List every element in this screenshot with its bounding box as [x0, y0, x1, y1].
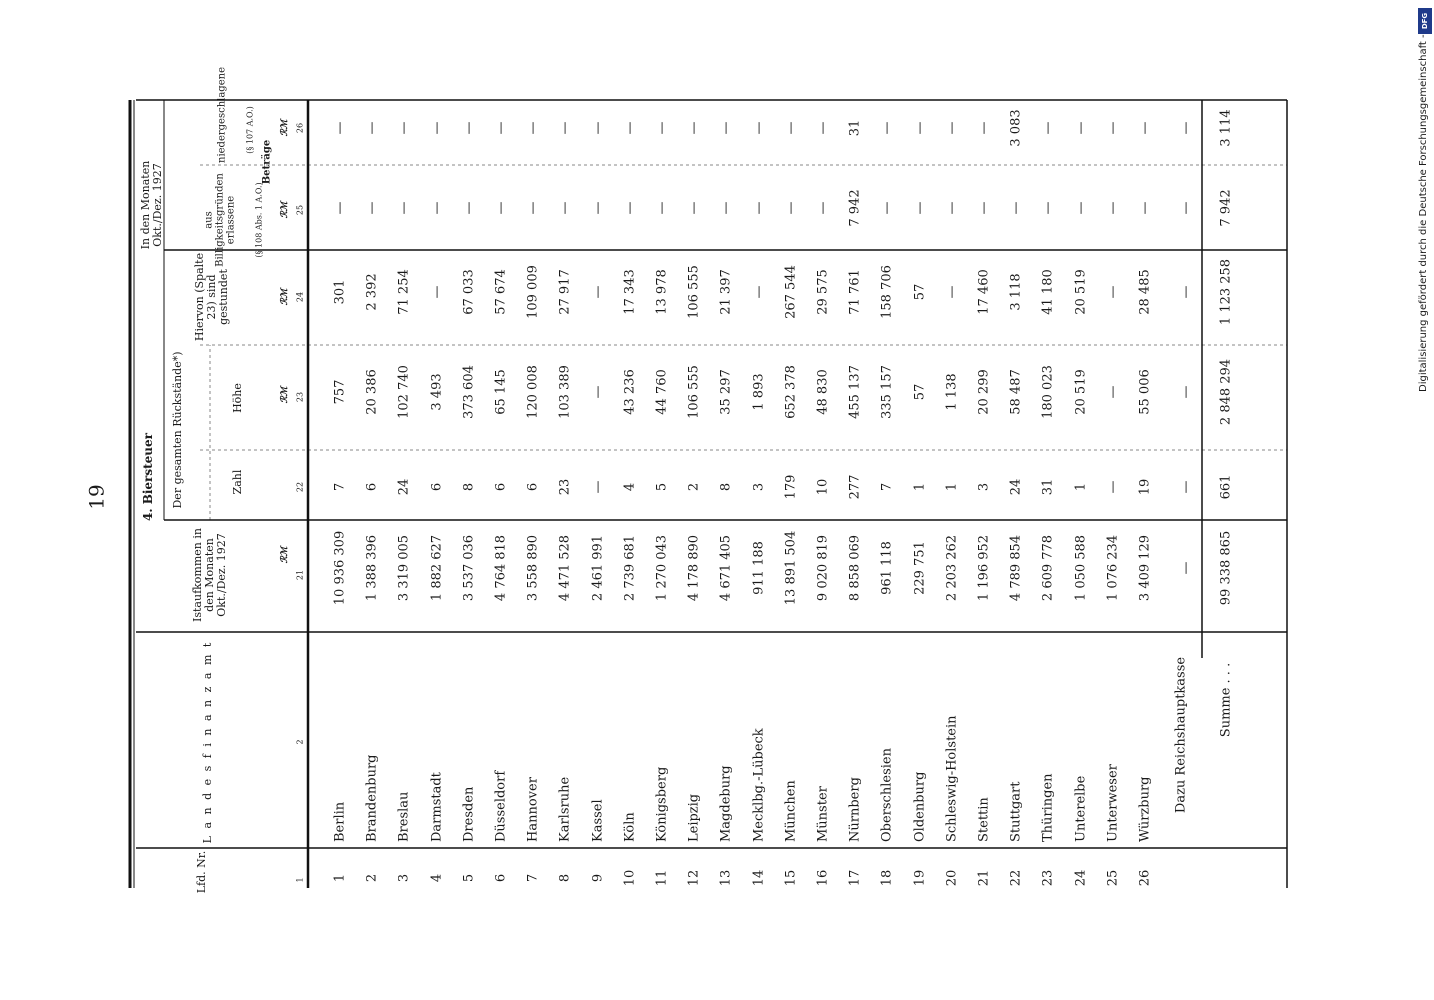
- row-niedergeschlagene: —: [751, 121, 767, 135]
- row-nr: 19: [912, 869, 928, 887]
- row-erlassene: —: [751, 201, 767, 215]
- row-gestundet: 106 555: [686, 265, 702, 319]
- row-niedergeschlagene: —: [718, 121, 734, 135]
- row-gestundet: 41 180: [1040, 269, 1056, 315]
- row-hoehe: 1 893: [751, 373, 767, 411]
- row-gestundet: —: [429, 285, 445, 299]
- row-zahl: 3: [976, 482, 992, 492]
- row-nr: 24: [1073, 869, 1089, 887]
- row-hoehe: 335 157: [879, 365, 895, 419]
- row-niedergeschlagene: —: [493, 121, 509, 135]
- row-gestundet: 17 460: [976, 269, 992, 315]
- row-name: Unterweser: [1105, 764, 1121, 842]
- row-gestundet: —: [590, 285, 606, 299]
- row-istaufkommen: 13 891 504: [783, 530, 799, 606]
- row-name: Brandenburg: [364, 754, 380, 842]
- row-name: Stettin: [976, 797, 992, 842]
- row-nr: 17: [847, 869, 863, 887]
- row-zahl: 4: [622, 482, 638, 492]
- header-niedergeschlagene-ref: (§ 107 A.O.): [245, 106, 255, 154]
- row-niedergeschlagene: —: [1040, 121, 1056, 135]
- summe-hoehe: 2 848 294: [1218, 358, 1234, 426]
- row-gestundet: 13 978: [654, 269, 670, 315]
- row-name: Breslau: [396, 791, 412, 842]
- dazu-hoehe: —: [1178, 385, 1194, 399]
- row-hoehe: 106 555: [686, 365, 702, 419]
- summe-label: Summe . . .: [1218, 662, 1234, 738]
- row-istaufkommen: 4 671 405: [718, 534, 734, 602]
- dazu-gestundet: —: [1178, 285, 1194, 299]
- row-niedergeschlagene: 31: [847, 119, 863, 137]
- row-name: Karlsruhe: [557, 776, 573, 842]
- row-istaufkommen: 2 461 991: [590, 534, 606, 602]
- row-nr: 15: [783, 869, 799, 887]
- row-nr: 12: [686, 869, 702, 887]
- row-niedergeschlagene: —: [1073, 121, 1089, 135]
- row-gestundet: 20 519: [1073, 269, 1089, 315]
- row-name: Köln: [622, 812, 638, 842]
- row-niedergeschlagene: —: [783, 121, 799, 135]
- header-hiervon: Hiervon (Spalte 23) sind gestundet: [193, 252, 230, 342]
- row-gestundet: 17 343: [622, 269, 638, 315]
- row-hoehe: 180 023: [1040, 365, 1056, 419]
- row-niedergeschlagene: —: [396, 121, 412, 135]
- row-zahl: 8: [718, 482, 734, 492]
- unit-ist: ℛℳ: [280, 546, 290, 564]
- summe-gestundet: 1 123 258: [1218, 258, 1234, 326]
- row-zahl: 19: [1137, 478, 1153, 496]
- row-erlassene: —: [622, 201, 638, 215]
- row-erlassene: —: [332, 201, 348, 215]
- row-erlassene: —: [1137, 201, 1153, 215]
- row-istaufkommen: 2 739 681: [622, 534, 638, 602]
- row-erlassene: —: [654, 201, 670, 215]
- row-gestundet: 71 761: [847, 269, 863, 315]
- dazu-erlassene: —: [1178, 201, 1194, 215]
- row-gestundet: 3 118: [1008, 273, 1024, 311]
- row-zahl: 1: [1073, 482, 1089, 492]
- row-gestundet: 21 397: [718, 269, 734, 315]
- row-name: Stuttgart: [1008, 781, 1024, 842]
- row-erlassene: —: [944, 201, 960, 215]
- colno-21: 21: [295, 569, 305, 581]
- row-nr: 21: [976, 869, 992, 887]
- row-hoehe: 58 487: [1008, 369, 1024, 415]
- row-erlassene: —: [1008, 201, 1024, 215]
- row-nr: 20: [944, 869, 960, 887]
- row-gestundet: 29 575: [815, 269, 831, 315]
- row-zahl: 24: [396, 478, 412, 496]
- row-name: Thüringen: [1040, 773, 1056, 842]
- row-hoehe: 455 137: [847, 365, 863, 419]
- row-erlassene: —: [718, 201, 734, 215]
- row-hoehe: 757: [332, 379, 348, 405]
- row-hoehe: 43 236: [622, 369, 638, 415]
- row-zahl: 31: [1040, 478, 1056, 496]
- row-niedergeschlagene: —: [364, 121, 380, 135]
- row-nr: 3: [396, 873, 412, 883]
- row-erlassene: —: [976, 201, 992, 215]
- colno-2: 2: [295, 739, 305, 745]
- row-hoehe: 55 006: [1137, 369, 1153, 415]
- summe-erlassene: 7 942: [1218, 189, 1234, 227]
- dazu-istaufkommen: —: [1178, 561, 1194, 575]
- row-niedergeschlagene: —: [525, 121, 541, 135]
- row-istaufkommen: 1 076 234: [1105, 534, 1121, 602]
- row-zahl: 10: [815, 478, 831, 496]
- row-erlassene: —: [557, 201, 573, 215]
- row-hoehe: 44 760: [654, 369, 670, 415]
- row-gestundet: 158 706: [879, 265, 895, 319]
- row-hoehe: 102 740: [396, 365, 412, 419]
- unit-erl: ℛℳ: [280, 201, 290, 219]
- row-gestundet: 71 254: [396, 269, 412, 315]
- digitization-caption: Digitalisierung gefördert durch die Deutsche Forschungsgemeinschaft -: [1418, 34, 1429, 392]
- row-nr: 5: [461, 873, 477, 883]
- row-name: Leipzig: [686, 793, 702, 842]
- row-name: Düsseldorf: [493, 770, 509, 842]
- row-hoehe: 1 138: [944, 373, 960, 411]
- row-istaufkommen: 4 764 818: [493, 534, 509, 602]
- row-name: Nürnberg: [847, 777, 863, 842]
- row-name: Münster: [815, 786, 831, 842]
- row-nr: 1: [332, 873, 348, 883]
- row-zahl: 5: [654, 482, 670, 492]
- row-gestundet: 267 544: [783, 265, 799, 319]
- row-zahl: 2: [686, 482, 702, 492]
- row-niedergeschlagene: —: [461, 121, 477, 135]
- unit-nied: ℛℳ: [280, 119, 290, 137]
- row-hoehe: 103 389: [557, 365, 573, 419]
- unit-hoehe: ℛℳ: [280, 386, 290, 404]
- row-niedergeschlagene: —: [654, 121, 670, 135]
- row-istaufkommen: 961 118: [879, 541, 895, 595]
- row-niedergeschlagene: —: [879, 121, 895, 135]
- row-istaufkommen: 1 196 952: [976, 534, 992, 602]
- row-erlassene: —: [429, 201, 445, 215]
- row-hoehe: 3 493: [429, 373, 445, 411]
- row-name: München: [783, 780, 799, 842]
- row-name: Königsberg: [654, 766, 670, 842]
- colno-25: 25: [295, 204, 305, 216]
- row-nr: 2: [364, 873, 380, 883]
- row-hoehe: 120 008: [525, 365, 541, 419]
- colno-22: 22: [295, 481, 305, 493]
- row-nr: 14: [751, 869, 767, 887]
- row-nr: 16: [815, 869, 831, 887]
- row-nr: 7: [525, 873, 541, 883]
- row-zahl: 23: [557, 478, 573, 496]
- header-niedergeschlagene: niedergeschlagene: [216, 67, 228, 163]
- row-erlassene: —: [879, 201, 895, 215]
- page-number: 19: [84, 484, 109, 510]
- row-hoehe: 652 378: [783, 365, 799, 419]
- section-title: 4. Biersteuer: [141, 433, 155, 521]
- dazu-name: Dazu Reichshauptkasse: [1173, 656, 1189, 814]
- row-istaufkommen: 2 203 262: [944, 534, 960, 602]
- row-gestundet: 28 485: [1137, 269, 1153, 315]
- row-istaufkommen: 229 751: [912, 541, 928, 595]
- row-istaufkommen: 8 858 069: [847, 534, 863, 602]
- colno-1: 1: [295, 877, 305, 883]
- row-nr: 6: [493, 873, 509, 883]
- colno-26: 26: [295, 122, 305, 134]
- row-nr: 18: [879, 869, 895, 887]
- dazu-zahl: —: [1178, 480, 1194, 494]
- row-istaufkommen: 4 178 890: [686, 534, 702, 602]
- row-nr: 4: [429, 873, 445, 883]
- row-nr: 8: [557, 873, 573, 883]
- row-erlassene: —: [590, 201, 606, 215]
- row-gestundet: 67 033: [461, 269, 477, 315]
- row-hoehe: 20 519: [1073, 369, 1089, 415]
- row-erlassene: —: [525, 201, 541, 215]
- row-name: Würzburg: [1137, 776, 1153, 842]
- row-zahl: 179: [783, 474, 799, 500]
- row-erlassene: —: [364, 201, 380, 215]
- row-nr: 26: [1137, 869, 1153, 887]
- row-nr: 25: [1105, 869, 1121, 887]
- header-istaufkommen: Istaufkommen in den Monaten Okt./Dez. 1927: [191, 528, 228, 622]
- row-istaufkommen: 3 537 036: [461, 534, 477, 602]
- row-istaufkommen: 3 409 129: [1137, 534, 1153, 602]
- row-hoehe: 57: [912, 383, 928, 401]
- header-hoehe: Höhe: [231, 383, 244, 413]
- row-niedergeschlagene: —: [429, 121, 445, 135]
- row-gestundet: 109 009: [525, 265, 541, 319]
- header-zahl: Zahl: [231, 469, 244, 495]
- row-erlassene: —: [815, 201, 831, 215]
- row-gestundet: 27 917: [557, 269, 573, 315]
- row-nr: 22: [1008, 869, 1024, 887]
- header-erlassene-ref: (§ 108 Abs. 1 A.O.): [254, 182, 264, 258]
- row-niedergeschlagene: —: [557, 121, 573, 135]
- header-betraege: Beträge: [261, 139, 273, 185]
- row-gestundet: 301: [332, 279, 348, 305]
- row-istaufkommen: 1 388 396: [364, 534, 380, 602]
- row-istaufkommen: 1 050 588: [1073, 534, 1089, 602]
- row-hoehe: 20 386: [364, 369, 380, 415]
- row-niedergeschlagene: —: [1105, 121, 1121, 135]
- row-zahl: 24: [1008, 478, 1024, 496]
- row-istaufkommen: 3 558 890: [525, 534, 541, 602]
- row-erlassene: —: [783, 201, 799, 215]
- row-name: Schleswig-Holstein: [944, 715, 960, 842]
- row-zahl: 8: [461, 482, 477, 492]
- row-niedergeschlagene: —: [912, 121, 928, 135]
- row-gestundet: —: [944, 285, 960, 299]
- row-gestundet: 57: [912, 283, 928, 301]
- header-rueckstaende-group: Der gesamten Rückstände*): [171, 351, 184, 509]
- header-lfd-nr: Lfd. Nr.: [195, 850, 208, 894]
- row-zahl: 1: [944, 482, 960, 492]
- row-gestundet: 57 674: [493, 269, 509, 315]
- row-name: Berlin: [332, 801, 348, 842]
- row-erlassene: —: [493, 201, 509, 215]
- row-istaufkommen: 4 471 528: [557, 534, 573, 602]
- dazu-niedergeschlagene: —: [1178, 121, 1194, 135]
- row-niedergeschlagene: —: [976, 121, 992, 135]
- row-istaufkommen: 9 020 819: [815, 534, 831, 602]
- row-name: Oldenburg: [912, 771, 928, 842]
- row-zahl: 6: [364, 482, 380, 492]
- row-niedergeschlagene: —: [1137, 121, 1153, 135]
- row-istaufkommen: 1 270 043: [654, 534, 670, 602]
- row-nr: 9: [590, 873, 606, 883]
- row-name: Hannover: [525, 777, 541, 842]
- row-niedergeschlagene: 3 083: [1008, 109, 1024, 147]
- row-nr: 13: [718, 869, 734, 887]
- row-zahl: —: [590, 480, 606, 494]
- row-niedergeschlagene: —: [686, 121, 702, 135]
- row-zahl: 277: [847, 474, 863, 500]
- row-niedergeschlagene: —: [590, 121, 606, 135]
- row-gestundet: —: [751, 285, 767, 299]
- row-erlassene: —: [396, 201, 412, 215]
- row-istaufkommen: 3 319 005: [396, 534, 412, 602]
- row-zahl: 6: [525, 482, 541, 492]
- row-zahl: 3: [751, 482, 767, 492]
- summe-istaufkommen: 99 338 865: [1218, 530, 1234, 606]
- row-hoehe: 35 297: [718, 369, 734, 415]
- row-zahl: 6: [493, 482, 509, 492]
- row-name: Oberschlesien: [879, 748, 895, 842]
- row-erlassene: 7 942: [847, 189, 863, 227]
- row-istaufkommen: 1 882 627: [429, 534, 445, 602]
- row-hoehe: 48 830: [815, 369, 831, 415]
- row-zahl: —: [1105, 480, 1121, 494]
- header-landesfinanzamt: L a n d e s f i n a n z a m t: [201, 640, 214, 844]
- row-name: Dresden: [461, 786, 477, 842]
- row-name: Darmstadt: [429, 772, 445, 842]
- header-erlassene: aus Billigkeitsgründen erlassene: [203, 173, 237, 267]
- row-gestundet: 2 392: [364, 273, 380, 311]
- row-gestundet: —: [1105, 285, 1121, 299]
- row-erlassene: —: [1073, 201, 1089, 215]
- row-nr: 10: [622, 869, 638, 887]
- row-hoehe: 373 604: [461, 365, 477, 419]
- row-niedergeschlagene: —: [332, 121, 348, 135]
- row-hoehe: —: [1105, 385, 1121, 399]
- row-hoehe: 65 145: [493, 369, 509, 415]
- row-niedergeschlagene: —: [815, 121, 831, 135]
- row-nr: 23: [1040, 869, 1056, 887]
- row-zahl: 7: [332, 482, 348, 492]
- summe-zahl: 661: [1218, 474, 1234, 500]
- row-istaufkommen: 4 789 854: [1008, 534, 1024, 602]
- row-hoehe: 20 299: [976, 369, 992, 415]
- row-name: Magdeburg: [718, 765, 734, 842]
- unit-gest: ℛℳ: [280, 288, 290, 306]
- row-hoehe: —: [590, 385, 606, 399]
- row-istaufkommen: 10 936 309: [332, 530, 348, 606]
- colno-23: 23: [295, 391, 305, 403]
- row-niedergeschlagene: —: [944, 121, 960, 135]
- row-erlassene: —: [686, 201, 702, 215]
- header-monate-group: In den Monaten Okt./Dez. 1927: [139, 160, 164, 250]
- row-name: Unterelbe: [1073, 775, 1089, 842]
- row-istaufkommen: 911 188: [751, 541, 767, 595]
- summe-niedergeschlagene: 3 114: [1218, 109, 1234, 147]
- row-zahl: 7: [879, 482, 895, 492]
- row-name: Kassel: [590, 799, 606, 842]
- row-istaufkommen: 2 609 778: [1040, 534, 1056, 602]
- row-erlassene: —: [461, 201, 477, 215]
- row-name: Mecklbg.-Lübeck: [751, 728, 767, 842]
- row-nr: 11: [654, 869, 670, 887]
- row-zahl: 1: [912, 482, 928, 492]
- row-erlassene: —: [1105, 201, 1121, 215]
- row-erlassene: —: [912, 201, 928, 215]
- row-erlassene: —: [1040, 201, 1056, 215]
- row-niedergeschlagene: —: [622, 121, 638, 135]
- colno-24: 24: [295, 291, 305, 303]
- dfg-logo: DFG: [1418, 8, 1432, 34]
- row-zahl: 6: [429, 482, 445, 492]
